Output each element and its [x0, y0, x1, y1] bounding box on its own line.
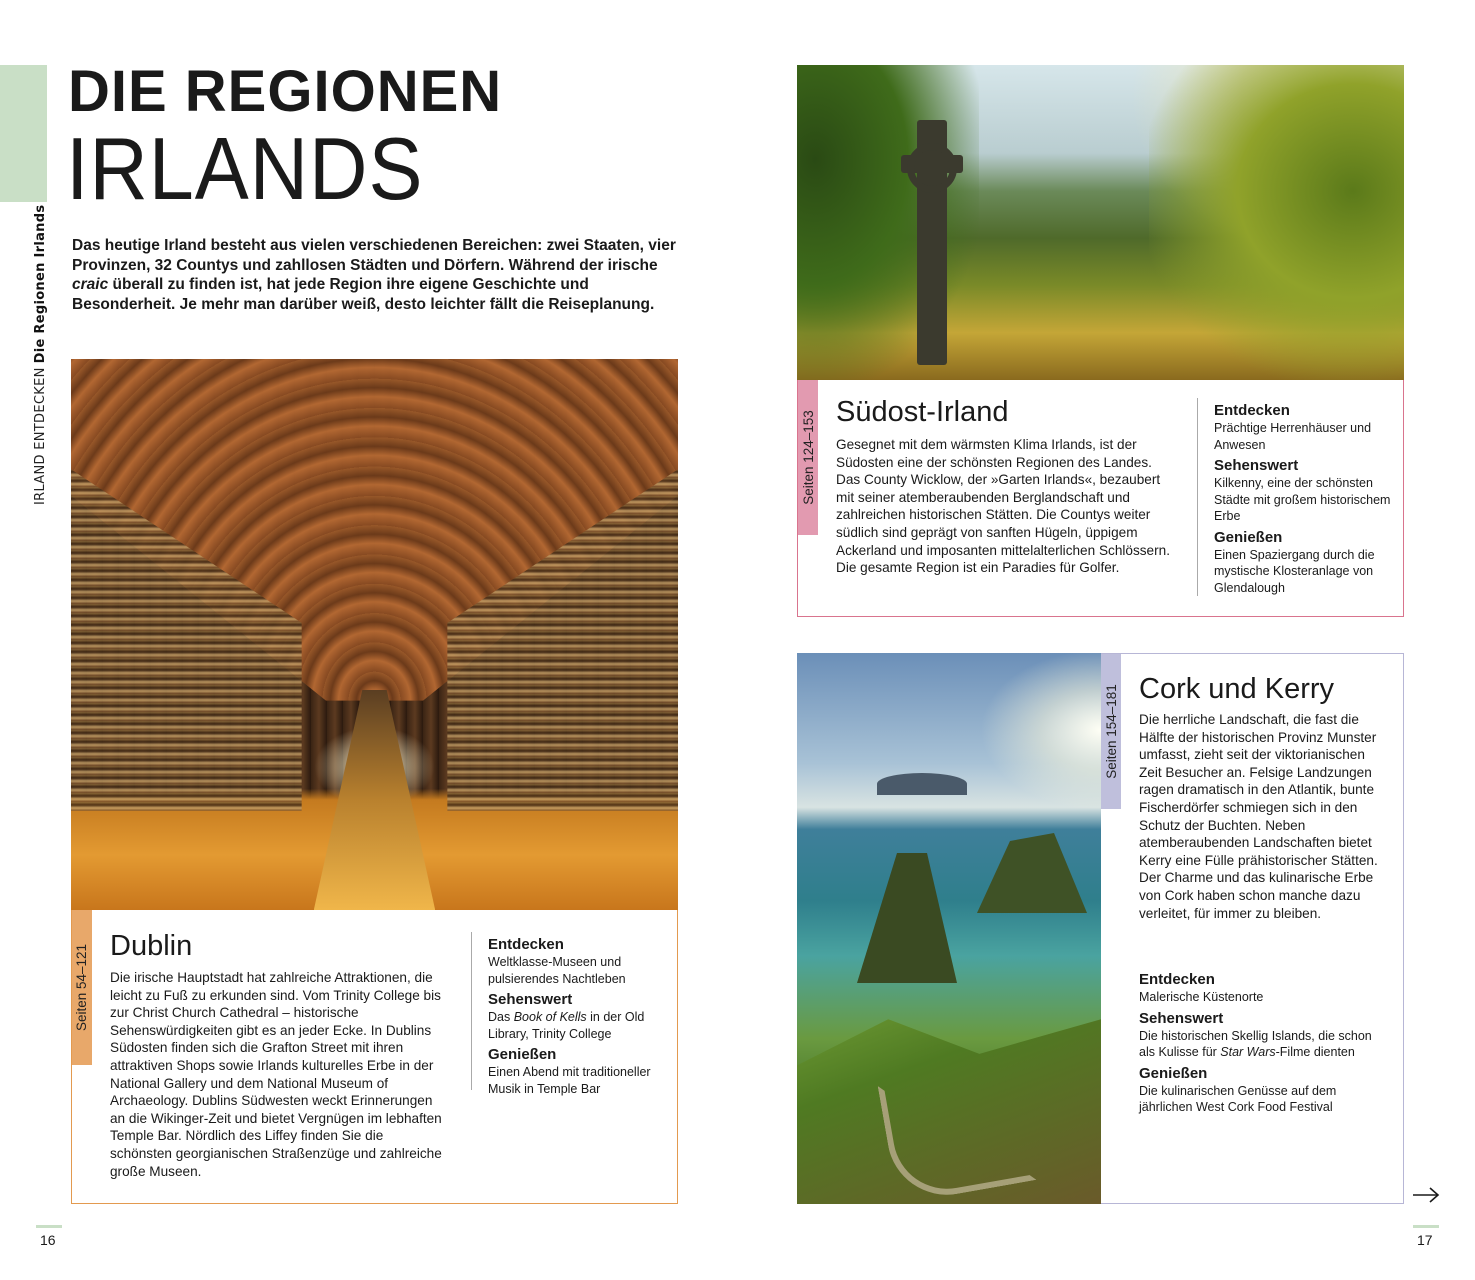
running-head-section: IRLAND ENTDECKEN	[33, 367, 48, 505]
intro-paragraph	[72, 236, 692, 314]
sudost-text: Gesegnet mit dem wärmsten Klima Irlands, ist der Südosten eine der schönsten Regionen des Landes. Das County Wicklow, der »Garten Irlands«, bezaubert mit seiner atemberaubenden Berglandschaft und zahlreichen historischen Stätten. Die Countys weiter südlich sind geprägt von sanften Hügeln, üppigem Ackerland und imposanten mittelalterlichen Schlössern. Die gesamte Region ist ein Paradies für Golfer.	[836, 437, 1170, 576]
page-number-right: 17	[1417, 1232, 1433, 1248]
sudost-pages-label: Seiten 124–153	[800, 410, 816, 505]
arrow-right-icon[interactable]	[1411, 1183, 1441, 1207]
photo-island	[877, 773, 967, 795]
page-number-bar-left	[36, 1225, 62, 1228]
sudost-entdecken-text: Prächtige Herrenhäuser und Anwesen	[1214, 421, 1372, 452]
sudost-info-box	[797, 380, 1404, 617]
intro-text-2: überall zu finden ist, hat jede Region ihre eigene Geschichte und Besonderheit. Je mehr man darüber weiß, desto leichter fällt die Reiseplanung.	[72, 276, 655, 313]
dublin-sehenswert-pre: Das	[488, 1010, 514, 1024]
photo-trees-left	[797, 65, 979, 380]
cork-sehenswert-post: -Filme dienten	[1275, 1045, 1355, 1059]
cork-geniessen-head: Genießen	[1139, 1064, 1208, 1082]
sudost-pages-tab	[798, 380, 818, 535]
dublin-geniessen-head: Genießen	[488, 1046, 557, 1063]
dublin-library-photo	[71, 359, 678, 910]
sudost-sidebar	[1197, 398, 1397, 596]
dublin-geniessen-text: Einen Abend mit traditioneller Musik in Temple Bar	[488, 1065, 651, 1096]
dublin-sehenswert-text	[488, 1009, 671, 1042]
dublin-sehenswert-em: Book of Kells	[513, 1010, 587, 1024]
cork-pages-tab	[1101, 654, 1121, 809]
dublin-entdecken-text: Weltklasse-Museen und pulsierendes Nachtleben	[488, 955, 626, 986]
photo-aisle	[314, 690, 435, 910]
photo-sea-stack-2	[977, 833, 1087, 913]
cork-sidebar	[1139, 967, 1384, 1116]
sudost-geniessen-text: Einen Spaziergang durch die mystische Klosteranlage von Glendalough	[1214, 547, 1375, 595]
page-number-bar-right	[1413, 1225, 1439, 1228]
sudost-sidebar-rule	[1197, 398, 1198, 596]
dublin-sidebar-rule	[471, 932, 472, 1090]
cork-text: Die herrliche Landschaft, die fast die Hälfte der historischen Provinz Munster umfasst, zieht seit der viktorianischen Zeit Besucher an. Felsige Landzungen ragen dramatisch in den Atlantik, bunte Fischerdörfer schmiegen sich in den Schutz der Buchten. Neben atemberaubenden Landschaften bietet Kerry eine Fülle prähistorischer Stätten. Der Charme und das kulinarische Erbe von Cork haben schon manche dazu verleitet, für immer zu bleiben.	[1139, 712, 1378, 921]
dublin-entdecken-head: Entdecken	[488, 936, 564, 953]
dublin-pages-label: Seiten 54–121	[74, 943, 90, 1032]
cork-sehenswert-em: Star Wars	[1220, 1045, 1276, 1059]
sudost-sehenswert-head: Sehenswert	[1214, 457, 1299, 474]
cork-title: Cork und Kerry	[1139, 673, 1335, 705]
sudost-entdecken-head: Entdecken	[1214, 402, 1290, 419]
dublin-sehenswert-head: Sehenswert	[488, 991, 573, 1008]
dublin-pages-tab	[72, 910, 92, 1065]
page-number-left: 16	[40, 1232, 56, 1248]
cork-pages-label: Seiten 154–181	[1103, 684, 1119, 779]
running-head	[33, 205, 48, 505]
intro-text-1: Das heutige Irland besteht aus vielen verschiedenen Bereichen: zwei Staaten, vier Provinzen, 32 Countys und zahllosen Städten und Dörfern. Während der irische	[72, 237, 676, 274]
cork-sehenswert-head: Sehenswert	[1139, 1009, 1224, 1027]
cork-entdecken-text: Malerische Küstenorte	[1139, 990, 1264, 1004]
cork-geniessen-text: Die kulinarischen Genüsse auf dem jährlichen West Cork Food Festival	[1139, 1083, 1337, 1114]
intro-emphasis: craic	[72, 276, 109, 293]
sudost-sehenswert-text: Kilkenny, eine der schönsten Städte mit großem historischem Erbe	[1214, 476, 1391, 523]
cork-sehenswert-pre: Die historischen Skellig Islands, die schon als Kulisse für	[1139, 1028, 1372, 1059]
dublin-sehenswert-post: in der Old Library, Trinity College	[488, 1010, 645, 1041]
sudost-title: Südost-Irland	[836, 396, 1009, 428]
dublin-sidebar	[471, 932, 671, 1097]
dingle-coast-photo	[797, 653, 1101, 1204]
dublin-text: Die irische Hauptstadt hat zahlreiche Attraktionen, die leicht zu Fuß zu erkunden sind. Vom Trinity College bis zur Christ Church Cathedral – historische Sehenswürdigkeiten gibt es an jeder Ecke. In Dublins Südosten finden sich die Grafton Street mit ihren attraktiven Shops sowie Irlands kulturelles Erbe in der National Gallery und dem National Museum of Archaeology. Dublins Südwesten weckt Erinnerungen an die Wikinger-Zeit und bietet Vergnügen im lebhaften Temple Bar. Nördlich des Liffey finden Sie die schönsten georgianischen Straßenzüge und zahlreiche große Museen.	[110, 970, 442, 1179]
photo-sea-stack-1	[857, 853, 957, 983]
cork-sehenswert-text	[1139, 1028, 1384, 1061]
running-head-chapter: Die Regionen Irlands	[33, 204, 48, 364]
page-title-line1: DIE REGIONEN	[68, 59, 503, 124]
sudost-geniessen-head: Genießen	[1214, 528, 1283, 546]
page-title-line2: IRLANDS	[66, 119, 424, 218]
photo-trees-right	[1149, 65, 1404, 380]
cork-info-box	[1101, 653, 1404, 1204]
chapter-color-tab	[0, 65, 47, 202]
celtic-cross-ring	[907, 143, 957, 193]
cork-entdecken-head: Entdecken	[1139, 971, 1215, 988]
glendalough-photo	[797, 65, 1404, 380]
dublin-title: Dublin	[110, 930, 193, 962]
dublin-info-box	[71, 910, 678, 1204]
